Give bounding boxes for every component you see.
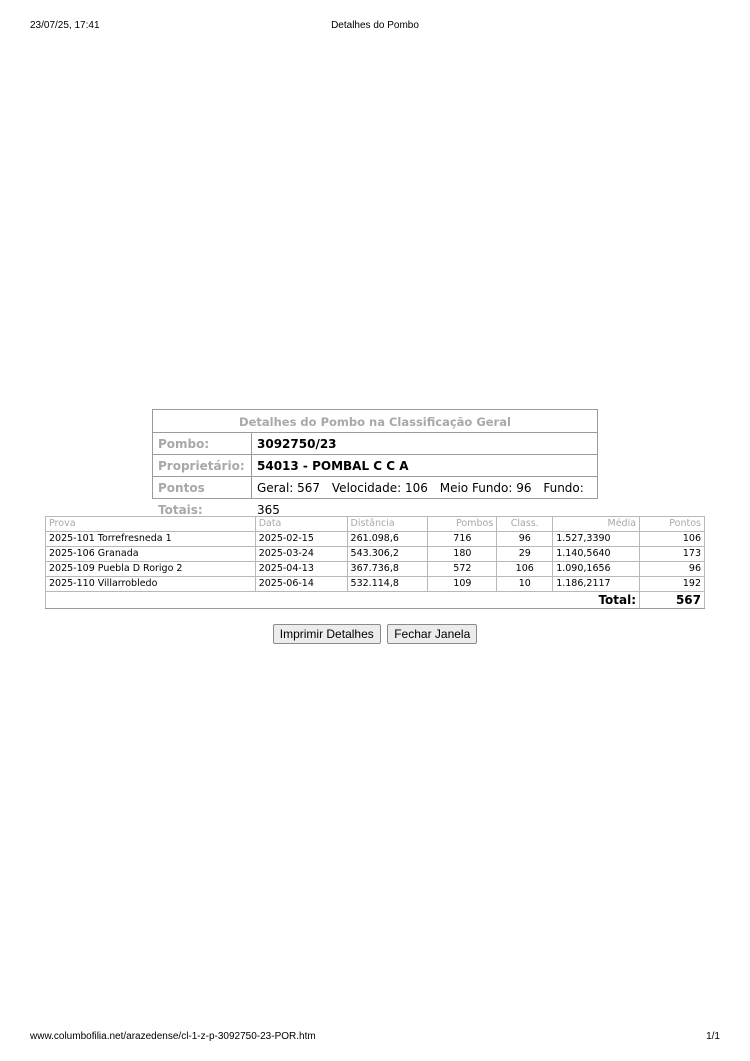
pontos-values [252, 476, 597, 517]
cell-media: 1.140,5640 [553, 547, 640, 562]
races-table [45, 516, 705, 609]
print-page-number: 1/1 [706, 1031, 720, 1042]
cell-pombos: 109 [428, 577, 497, 592]
action-buttons [0, 624, 750, 644]
table-row [46, 577, 705, 592]
cell-prova: 2025-101 Torrefresneda 1 [46, 532, 256, 547]
total-row [46, 592, 705, 609]
cell-pontos: 173 [640, 547, 705, 562]
col-header-data: Data [255, 517, 347, 532]
cell-distancia: 543.306,2 [347, 547, 428, 562]
col-header-prova: Prova [46, 517, 256, 532]
table-row [46, 547, 705, 562]
cell-data: 2025-02-15 [255, 532, 347, 547]
cell-class: 96 [497, 532, 553, 547]
print-details-button[interactable]: Imprimir Detalhes [273, 624, 381, 644]
pontos-meio-fundo: Meio Fundo: 96 [439, 481, 532, 495]
pigeon-summary-box [152, 409, 598, 517]
cell-distancia: 261.098,6 [347, 532, 428, 547]
print-url: www.columbofilia.net/arazedense/cl-1-z-p-3092750-23-POR.htm [30, 1031, 316, 1042]
total-label: Total: [46, 592, 640, 609]
col-header-distancia: Distância [347, 517, 428, 532]
pontos-label: Pontos Totais: [153, 476, 252, 498]
cell-pombos: 572 [428, 562, 497, 577]
cell-pontos: 192 [640, 577, 705, 592]
cell-distancia: 367.736,8 [347, 562, 428, 577]
print-footer [0, 1031, 750, 1045]
pombo-value: 3092750/23 [252, 432, 597, 454]
cell-distancia: 532.114,8 [347, 577, 428, 592]
cell-media: 1.090,1656 [553, 562, 640, 577]
races-header-row [46, 517, 705, 532]
cell-prova: 2025-110 Villarrobledo [46, 577, 256, 592]
summary-row-pontos [153, 476, 597, 517]
col-header-pombos: Pombos [428, 517, 497, 532]
cell-pontos: 106 [640, 532, 705, 547]
print-header [0, 20, 750, 34]
cell-class: 29 [497, 547, 553, 562]
col-header-media: Média [553, 517, 640, 532]
col-header-pontos: Pontos [640, 517, 705, 532]
summary-row-pombo [153, 432, 597, 454]
pontos-velocidade: Velocidade: 106 [331, 481, 428, 495]
cell-pombos: 180 [428, 547, 497, 562]
total-value: 567 [640, 592, 705, 609]
table-row [46, 562, 705, 577]
col-header-class: Class. [497, 517, 553, 532]
table-row [46, 532, 705, 547]
cell-class: 10 [497, 577, 553, 592]
print-datetime: 23/07/25, 17:41 [30, 20, 100, 31]
pombo-label: Pombo: [153, 432, 252, 454]
pontos-fundo: Fundo: 365 [257, 481, 584, 517]
summary-title: Detalhes do Pombo na Classificação Geral [239, 415, 511, 429]
close-window-button[interactable]: Fechar Janela [387, 624, 477, 644]
cell-class: 106 [497, 562, 553, 577]
cell-pombos: 716 [428, 532, 497, 547]
cell-media: 1.186,2117 [553, 577, 640, 592]
cell-prova: 2025-109 Puebla D Rorigo 2 [46, 562, 256, 577]
cell-pontos: 96 [640, 562, 705, 577]
cell-data: 2025-06-14 [255, 577, 347, 592]
proprietario-value: 54013 - POMBAL C C A [252, 454, 597, 476]
print-page-title: Detalhes do Pombo [331, 20, 419, 31]
proprietario-label: Proprietário: [153, 454, 252, 476]
pontos-geral: Geral: 567 [257, 481, 321, 495]
cell-media: 1.527,3390 [553, 532, 640, 547]
cell-data: 2025-04-13 [255, 562, 347, 577]
cell-data: 2025-03-24 [255, 547, 347, 562]
summary-row-proprietario [153, 454, 597, 476]
cell-prova: 2025-106 Granada [46, 547, 256, 562]
